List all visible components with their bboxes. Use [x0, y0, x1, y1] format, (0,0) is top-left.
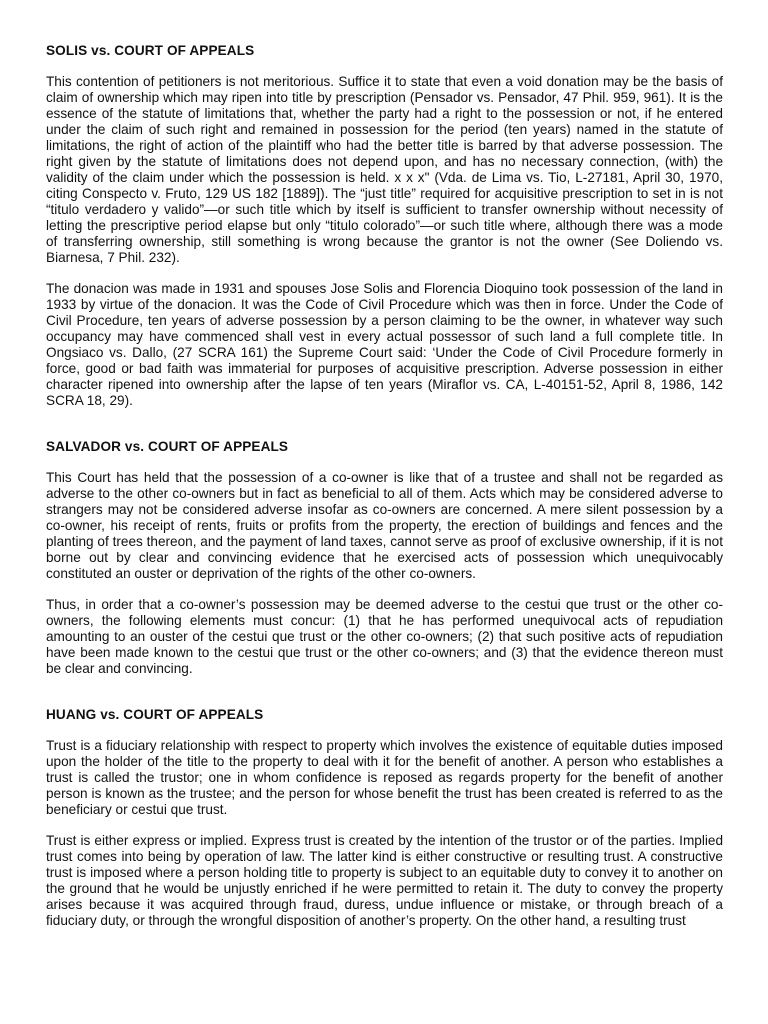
section-huang: [46, 707, 723, 929]
paragraph: Trust is a fiduciary relationship with respect to property which involves the existence of equitable duties imposed upon the holder of the title to the property to deal with it for the benefit of another. A person who establishes a trust is called the trustor; one in whom confidence is reposed as regards property for the benefit of another person is known as the trustee; and the person for whose benefit the trust has been created is referred to as the beneficiary or cestui que trust.: [46, 738, 723, 817]
paragraph: This Court has held that the possession of a co-owner is like that of a trustee and shall not be regarded as adverse to the other co-owners but in fact as beneficial to all of them. Acts which may be considered adverse to strangers may not be considered adverse insofar as co-owners are concerned. A mere silent possession by a co-owner, his receipt of rents, fruits or profits from the property, the erection of buildings and fences and the planting of trees thereon, and the payment of land taxes, cannot serve as proof of exclusive ownership, if it is not borne out by clear and convincing evidence that he exercised acts of possession which unequivocably constituted an ouster or deprivation of the rights of the other co-owners.: [46, 470, 723, 581]
paragraph: This contention of petitioners is not meritorious. Suffice it to state that even a void donation may be the basis of claim of ownership which may ripen into title by prescription (Pensador vs. Pensador, 47 Phil. 959, 961). It is the essence of the statute of limitations that, whether the party had a right to the possession or not, if he entered under the claim of such right and remained in possession for the period (ten years) named in the statute of limitations, the right of action of the plaintiff who had the better title is barred by that adverse possession. The right given by the statute of limitations does not depend upon, and has no necessary connection, (with) the validity of the claim under which the possession is held. x x x" (Vda. de Lima vs. Tio, L-27181, April 30, 1970, citing Conspecto v. Fruto, 129 US 182 [1889]). The “just title” required for acquisitive prescription to set in is not “titulo verdadero y valido”—or such title which by itself is sufficient to transfer ownership without necessity of letting the prescriptive period elapse but only “titulo colorado”—or such title where, although there was a mode of transferring ownership, still something is wrong because the grantor is not the owner (See Doliendo vs. Biarnesa, 7 Phil. 232).: [46, 74, 723, 265]
paragraph: The donacion was made in 1931 and spouses Jose Solis and Florencia Dioquino took possession of the land in 1933 by virtue of the donacion. It was the Code of Civil Procedure which was then in force. Under the Code of Civil Procedure, ten years of adverse possession by a person claiming to be the owner, in whatever way such occupancy may have commenced shall vest in every actual possessor of such land a full complete title. In Ongsiaco vs. Dallo, (27 SCRA 161) the Supreme Court said: ‘Under the Code of Civil Procedure formerly in force, good or bad faith was immaterial for purposes of acquisitive prescription. Adverse possession in either character ripened into ownership after the lapse of ten years (Miraflor vs. CA, L-40151-52, April 8, 1986, 142 SCRA 18, 29).: [46, 281, 723, 408]
section-solis: [46, 43, 723, 409]
paragraph: Trust is either express or implied. Express trust is created by the intention of the trustor or of the parties. Implied trust comes into being by operation of law. The latter kind is either constructive or resulting trust. A constructive trust is imposed where a person holding title to property is subject to an equitable duty to convey it to another on the ground that he would be unjustly enriched if he were permitted to retain it. The duty to convey the property arises because it was acquired through fraud, duress, undue influence or mistake, or through breach of a fiduciary duty, or through the wrongful disposition of another’s property. On the other hand, a resulting trust: [46, 833, 723, 928]
paragraph: Thus, in order that a co-owner’s possession may be deemed adverse to the cestui que trust or the other co-owners, the following elements must concur: (1) that he has performed unequivocal acts of repudiation amounting to an ouster of the cestui que trust or the other co-owners; (2) that such positive acts of repudiation have been made known to the cestui que trust or the other co-owners; and (3) that the evidence thereon must be clear and convincing.: [46, 597, 723, 676]
section-heading: SALVADOR vs. COURT OF APPEALS: [46, 439, 289, 454]
section-heading: SOLIS vs. COURT OF APPEALS: [46, 43, 255, 58]
document-page: [46, 43, 723, 929]
section-salvador: [46, 439, 723, 677]
section-heading: HUANG vs. COURT OF APPEALS: [46, 707, 264, 722]
